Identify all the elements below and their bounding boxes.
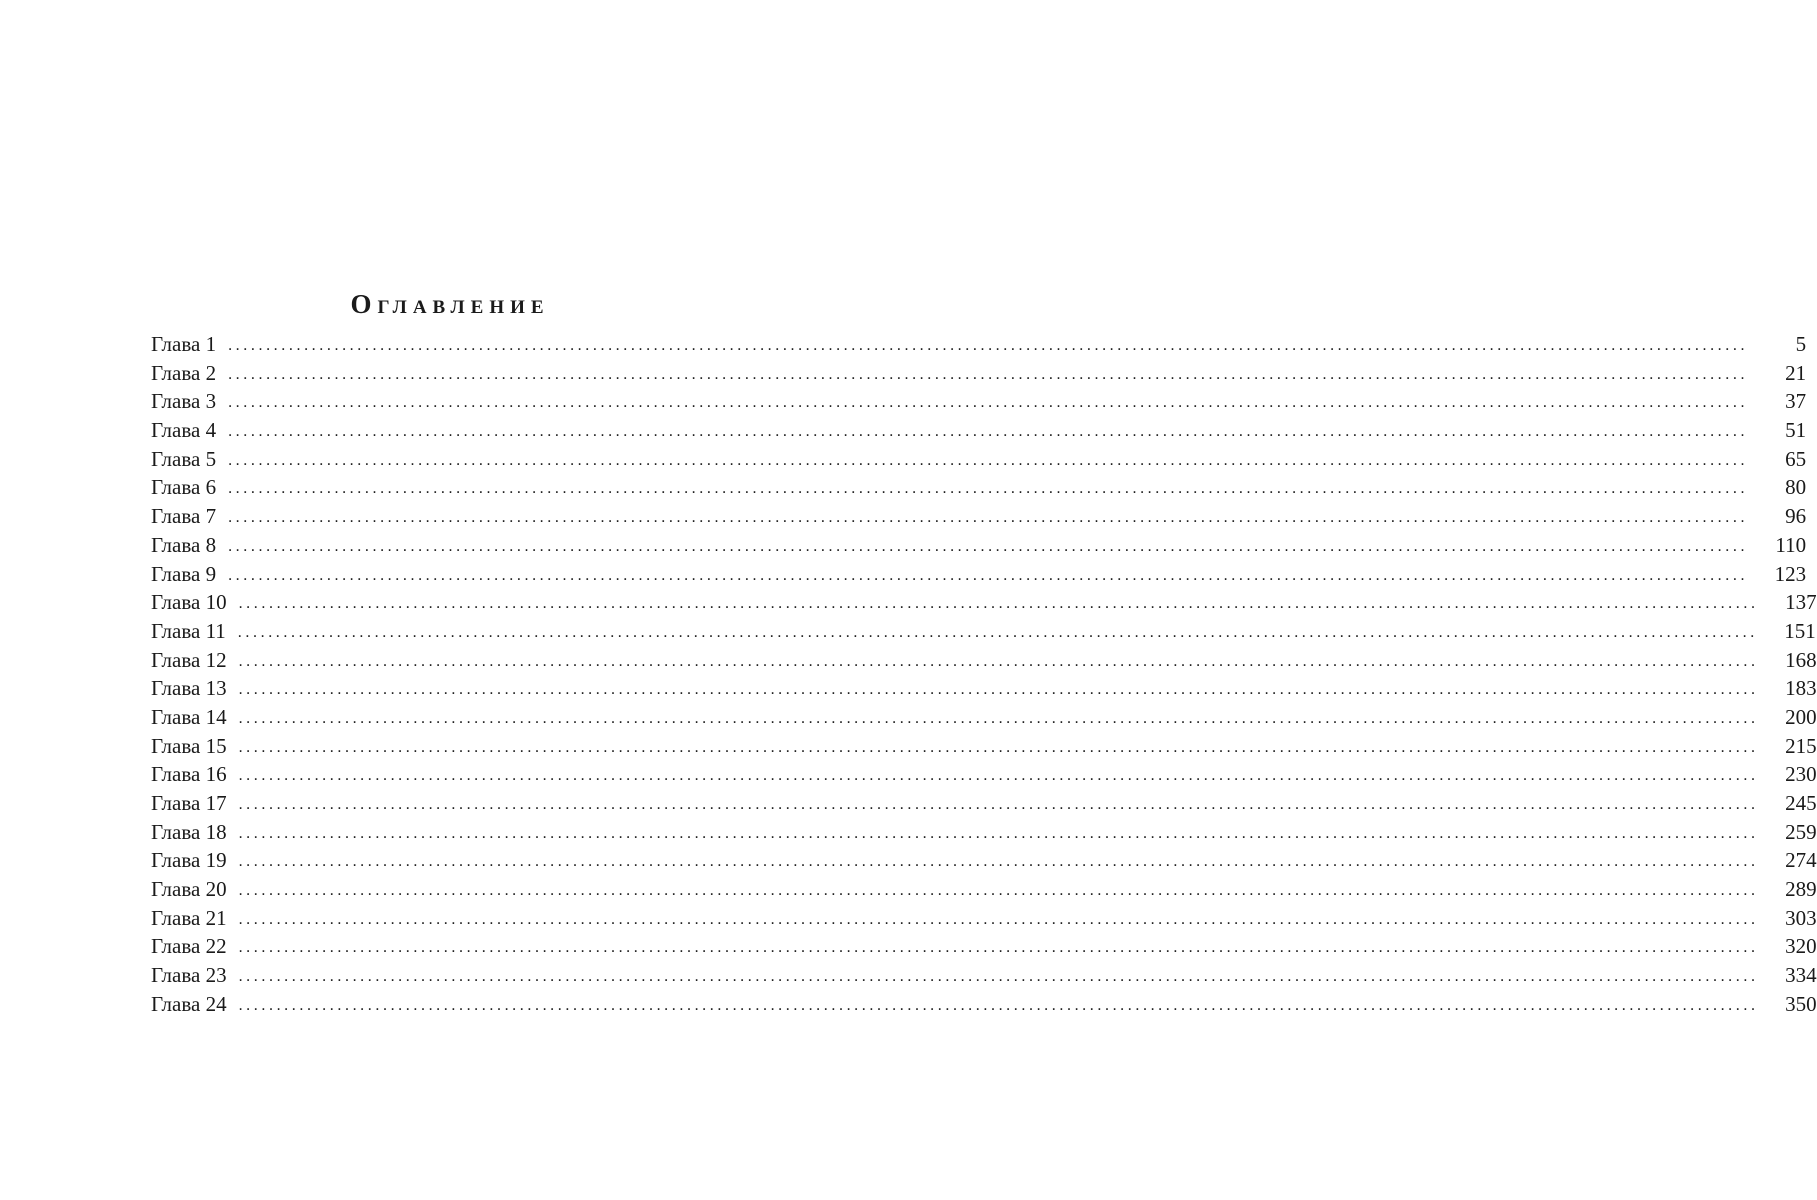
toc-entry xyxy=(151,760,1817,789)
toc-entry xyxy=(151,961,1817,990)
toc-entry-page-number: 110 xyxy=(1775,532,1807,557)
toc-entry-page-number: 137 xyxy=(1785,590,1817,615)
toc-dot-leader: ........................................................................................................................................................................................................ xyxy=(228,537,1749,555)
toc-entry-page-number: 123 xyxy=(1774,561,1807,586)
toc-entry-page-number: 259 xyxy=(1785,819,1817,844)
toc-entry-page-number: 200 xyxy=(1785,704,1817,729)
toc-entry-label: Глава 4 xyxy=(151,418,217,443)
toc-entry-label: Глава 5 xyxy=(151,446,217,471)
toc-entry-page-number: 151 xyxy=(1784,618,1816,643)
toc-entry xyxy=(151,387,1807,416)
toc-dot-leader: ........................................................................................................................................................................................................ xyxy=(228,451,1749,469)
toc-entry xyxy=(151,703,1817,732)
toc-entry-label: Глава 20 xyxy=(151,877,227,902)
toc-entry-label: Глава 24 xyxy=(151,991,227,1016)
toc-dot-leader: ........................................................................................................................................................................................................ xyxy=(228,480,1749,498)
toc-entry xyxy=(151,674,1817,703)
toc-entry-label: Глава 11 xyxy=(151,618,226,643)
toc-entry xyxy=(151,502,1807,531)
toc-entry xyxy=(151,560,1807,589)
toc-dot-leader: ........................................................................................................................................................................................................ xyxy=(238,882,1759,900)
toc-entry-page-number: 168 xyxy=(1785,647,1817,672)
toc-entry-page-number: 289 xyxy=(1785,877,1817,902)
toc-title: Оглавление xyxy=(350,289,550,320)
toc-entry xyxy=(151,473,1807,502)
toc-entry xyxy=(151,732,1817,761)
toc-dot-leader: ........................................................................................................................................................................................................ xyxy=(238,824,1759,842)
toc-entry-page-number: 350 xyxy=(1785,991,1817,1016)
toc-entry-label: Глава 18 xyxy=(151,819,227,844)
toc-dot-leader: ........................................................................................................................................................................................................ xyxy=(228,394,1749,412)
toc-entry-label: Глава 6 xyxy=(151,475,217,500)
toc-entry xyxy=(151,588,1817,617)
toc-entry xyxy=(151,359,1807,388)
toc-entry-label: Глава 8 xyxy=(151,532,217,557)
toc-entry-label: Глава 14 xyxy=(151,704,227,729)
toc-dot-leader: ........................................................................................................................................................................................................ xyxy=(238,939,1759,957)
toc-entry-label: Глава 13 xyxy=(151,676,227,701)
toc-entry-page-number: 21 xyxy=(1785,360,1807,385)
toc-entry-label: Глава 16 xyxy=(151,762,227,787)
toc-entry-label: Глава 15 xyxy=(151,733,227,758)
toc-dot-leader: ........................................................................................................................................................................................................ xyxy=(228,365,1749,383)
toc-entry-label: Глава 22 xyxy=(151,934,227,959)
toc-entry-page-number: 230 xyxy=(1785,762,1817,787)
toc-dot-leader: ........................................................................................................................................................................................................ xyxy=(238,738,1759,756)
toc-entry-label: Глава 10 xyxy=(151,590,227,615)
toc-entry-page-number: 320 xyxy=(1785,934,1817,959)
toc-entry xyxy=(151,416,1807,445)
toc-entry-page-number: 274 xyxy=(1785,848,1817,873)
toc-entry xyxy=(151,617,1816,646)
toc-dot-leader: ........................................................................................................................................................................................................ xyxy=(237,623,1758,641)
toc-entry-label: Глава 7 xyxy=(151,504,217,529)
toc-dot-leader: ........................................................................................................................................................................................................ xyxy=(238,968,1759,986)
toc-entry-page-number: 96 xyxy=(1785,504,1807,529)
toc-entry xyxy=(151,330,1807,359)
toc-entry xyxy=(151,646,1817,675)
toc-entry-page-number: 65 xyxy=(1785,446,1807,471)
toc-entry-page-number: 183 xyxy=(1785,676,1817,701)
toc-dot-leader: ........................................................................................................................................................................................................ xyxy=(238,709,1759,727)
toc-entry xyxy=(151,445,1807,474)
toc-entry-page-number: 5 xyxy=(1795,332,1807,356)
toc-entry xyxy=(151,789,1817,818)
toc-dot-leader: ........................................................................................................................................................................................................ xyxy=(228,337,1749,354)
toc-dot-leader: ........................................................................................................................................................................................................ xyxy=(228,423,1749,441)
toc-dot-leader: ........................................................................................................................................................................................................ xyxy=(238,652,1759,670)
toc-dot-leader: ........................................................................................................................................................................................................ xyxy=(238,996,1759,1014)
toc-entry xyxy=(151,531,1807,560)
toc-list xyxy=(151,330,1817,1019)
toc-dot-leader: ........................................................................................................................................................................................................ xyxy=(238,853,1759,871)
toc-dot-leader: ........................................................................................................................................................................................................ xyxy=(238,910,1759,928)
toc-entry xyxy=(151,990,1817,1019)
toc-dot-leader: ........................................................................................................................................................................................................ xyxy=(238,767,1759,785)
toc-dot-leader: ........................................................................................................................................................................................................ xyxy=(228,566,1749,584)
toc-entry-page-number: 215 xyxy=(1785,733,1817,758)
toc-entry-label: Глава 19 xyxy=(151,848,227,873)
toc-dot-leader: ........................................................................................................................................................................................................ xyxy=(228,509,1749,527)
toc-entry-page-number: 245 xyxy=(1785,791,1817,815)
toc-entry-label: Глава 3 xyxy=(151,389,217,414)
toc-dot-leader: ........................................................................................................................................................................................................ xyxy=(238,595,1759,613)
toc-entry-label: Глава 21 xyxy=(151,905,227,930)
toc-entry xyxy=(151,875,1817,904)
toc-entry-label: Глава 12 xyxy=(151,647,227,672)
toc-entry-page-number: 51 xyxy=(1785,418,1807,443)
toc-entry-page-number: 80 xyxy=(1785,475,1807,500)
toc-entry-label: Глава 9 xyxy=(151,561,217,586)
toc-entry xyxy=(151,846,1817,875)
toc-entry-page-number: 303 xyxy=(1785,905,1817,930)
toc-entry-label: Глава 17 xyxy=(151,791,227,815)
toc-entry xyxy=(151,818,1817,847)
toc-entry-page-number: 37 xyxy=(1785,389,1807,414)
toc-dot-leader: ........................................................................................................................................................................................................ xyxy=(238,796,1759,813)
toc-entry-page-number: 334 xyxy=(1785,963,1817,988)
toc-entry-label: Глава 1 xyxy=(151,332,217,356)
toc-entry-label: Глава 23 xyxy=(151,963,227,988)
toc-entry xyxy=(151,932,1817,961)
toc-entry-label: Глава 2 xyxy=(151,360,217,385)
toc-entry xyxy=(151,904,1817,933)
toc-dot-leader: ........................................................................................................................................................................................................ xyxy=(238,681,1759,699)
